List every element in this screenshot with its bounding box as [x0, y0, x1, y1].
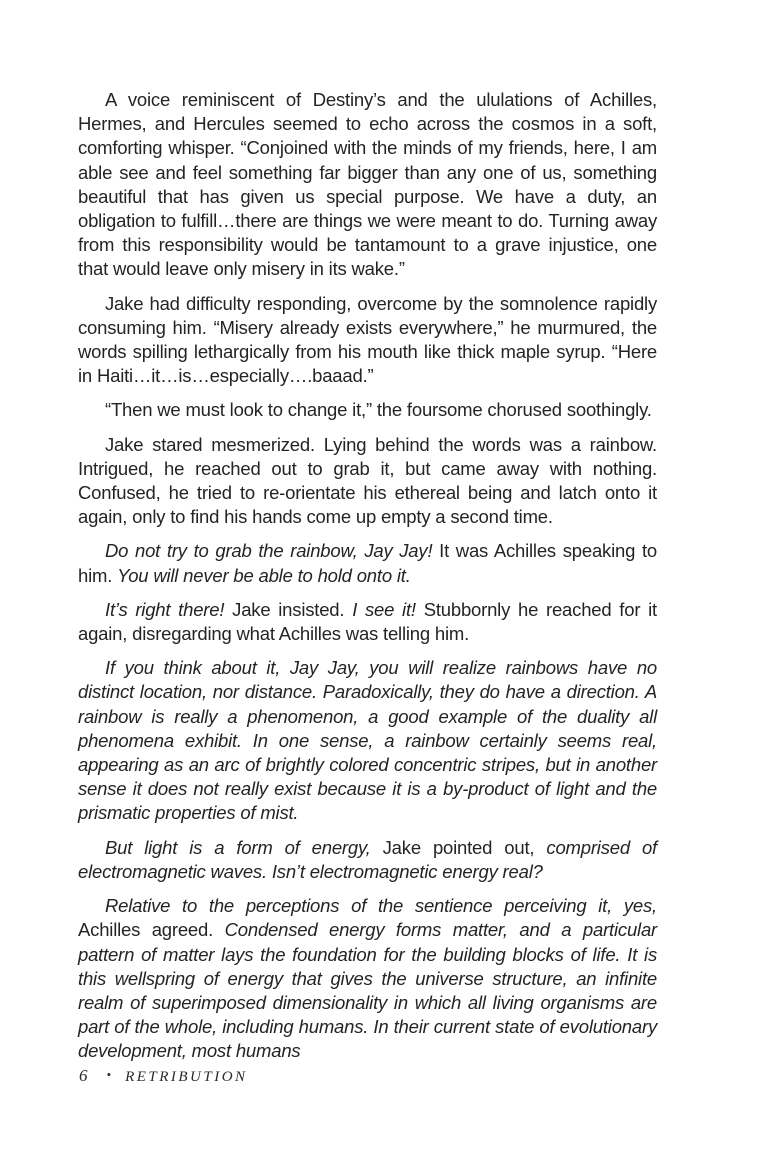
text-block — [78, 88, 657, 1074]
text-segment: You will never be able to hold onto it. — [117, 564, 411, 586]
paragraph — [78, 656, 657, 825]
text-segment: It was Achilles speaking to him. — [78, 540, 657, 586]
paragraph — [78, 836, 657, 884]
paragraph — [78, 894, 657, 1063]
paragraph — [78, 398, 657, 422]
text-segment: “Then we must look to change it,” the foursome chorused soothingly. — [105, 399, 652, 421]
text-segment: But light is a form of energy, — [105, 836, 383, 858]
text-segment: It’s right there! — [105, 598, 233, 620]
text-segment: Jake insisted. — [232, 598, 353, 620]
text-segment: comprised of electromagnetic waves. Isn’t electromagnetic energy real? — [78, 836, 657, 882]
text-segment: Condensed energy forms matter, and a particular pattern of matter lays the foundation for the building blocks of life. It is this wellspring of energy that gives the universe structure, an infinite realm of superimposed dimensionality in which all living organisms are part of the whole, including humans. In their current state of evolutionary development, most humans — [78, 919, 657, 1062]
text-segment: Do not try to grab the rainbow, Jay Jay! — [105, 540, 440, 562]
paragraph — [78, 88, 657, 282]
paragraph — [78, 433, 657, 530]
paragraph — [78, 598, 657, 646]
text-segment: Jake had difficulty responding, overcome by the somnolence rapidly consuming him. “Misery already exists everywhere,” he murmured, the words spilling lethargically from his mouth like thick maple syrup. “Here in Haiti…it…is…especially….baaad.” — [78, 292, 657, 387]
text-segment: Jake pointed out, — [382, 836, 547, 858]
text-segment: If you think about it, Jay Jay, you will realize rainbows have no distinct location, nor distance. Paradoxically, they do have a direction. A rainbow is really a phenomenon, a good example of the duality all phenomena exhibit. In one sense, a rainbow certainly seems real, appearing as an arc of brightly colored concentric stripes, but in another sense it does not really exist because it is a by-product of light and the prismatic properties of mist. — [78, 657, 657, 824]
text-segment: Relative to the perceptions of the sentience perceiving it, yes, — [105, 895, 657, 917]
page-number: 6 — [79, 1066, 89, 1085]
text-segment: Jake stared mesmerized. Lying behind the words was a rainbow. Intrigued, he reached out to grab it, but came away with nothing. Confused, he tried to re-orientate his ethereal being and latch onto it again, only to find his hands come up empty a second time. — [78, 433, 657, 528]
text-segment: Achilles agreed. — [78, 919, 225, 941]
page-footer — [79, 1066, 248, 1086]
text-segment: A voice reminiscent of Destiny’s and the ululations of Achilles, Hermes, and Hercules seemed to echo across the cosmos in a soft, comforting whisper. “Conjoined with the minds of my friends, here, I am able see and feel something far bigger than any one of us, something beautiful that has given us special purpose. We have a duty, an obligation to fulfill…there are things we were meant to do. Turning away from this responsibility would be tantamount to a grave injustice, one that would leave only misery in its wake.” — [78, 89, 657, 280]
book-title: RETRIBUTION — [125, 1069, 248, 1085]
paragraph — [78, 539, 657, 587]
text-segment: I see it! — [352, 598, 424, 620]
paragraph — [78, 292, 657, 389]
text-segment: Stubbornly he reached for it again, disregarding what Achilles was telling him. — [78, 598, 657, 645]
footer-separator-dot: • — [106, 1067, 112, 1082]
